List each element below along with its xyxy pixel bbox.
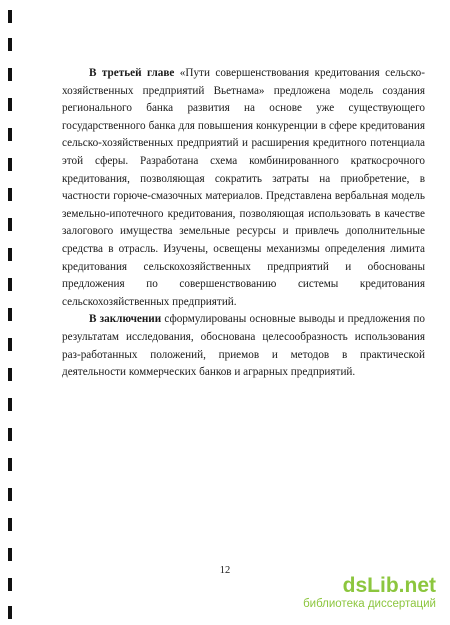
watermark-caption: библиотека диссертаций xyxy=(303,598,436,610)
document-body xyxy=(62,65,425,382)
paragraph-lead: В третьей главе xyxy=(89,67,175,79)
paragraph-conclusion xyxy=(62,311,425,381)
paragraph-text: «Пути совершенствования кредитования сельско-хозяйственных предприятий Вьетнама» предложена модель создания регионального банка развития на основе уже существующего государственного банка для повышения конкуренции в сфере кредитования сельско-хозяйственных предприятий и расширения кредитного потенциала этой сферы. Разработана схема комбинированного краткосрочного кредитования, позволяющая сократить затраты на приобретение, в частности горюче-смазочных материалов. Представлена вербальная модель земельно-ипотечного кредитования, позволяющая использовать в качестве залогового имущества земельные ресурсы и привлечь дополнительные средства в отрасль. Изучены, освещены механизмы определения лимита кредитования сельскохозяйственных предприятий и обоснованы предложения по совершенствованию системы кредитования сельскохозяйственных предприятий. xyxy=(62,67,425,308)
watermark-logo: dsLib.net xyxy=(342,574,436,597)
paragraph-chapter-three xyxy=(62,65,425,311)
binding-holes xyxy=(8,0,12,625)
page-number: 12 xyxy=(219,565,231,576)
paragraph-text: сформулированы основные выводы и предложения по результатам исследования, обоснована целесообразность использования раз-работанных положений, приемов и методов в практической деятельности коммерческих банков и аграрных предприятий. xyxy=(62,313,425,379)
paragraph-lead: В заключении xyxy=(89,313,162,326)
watermark xyxy=(303,575,436,612)
